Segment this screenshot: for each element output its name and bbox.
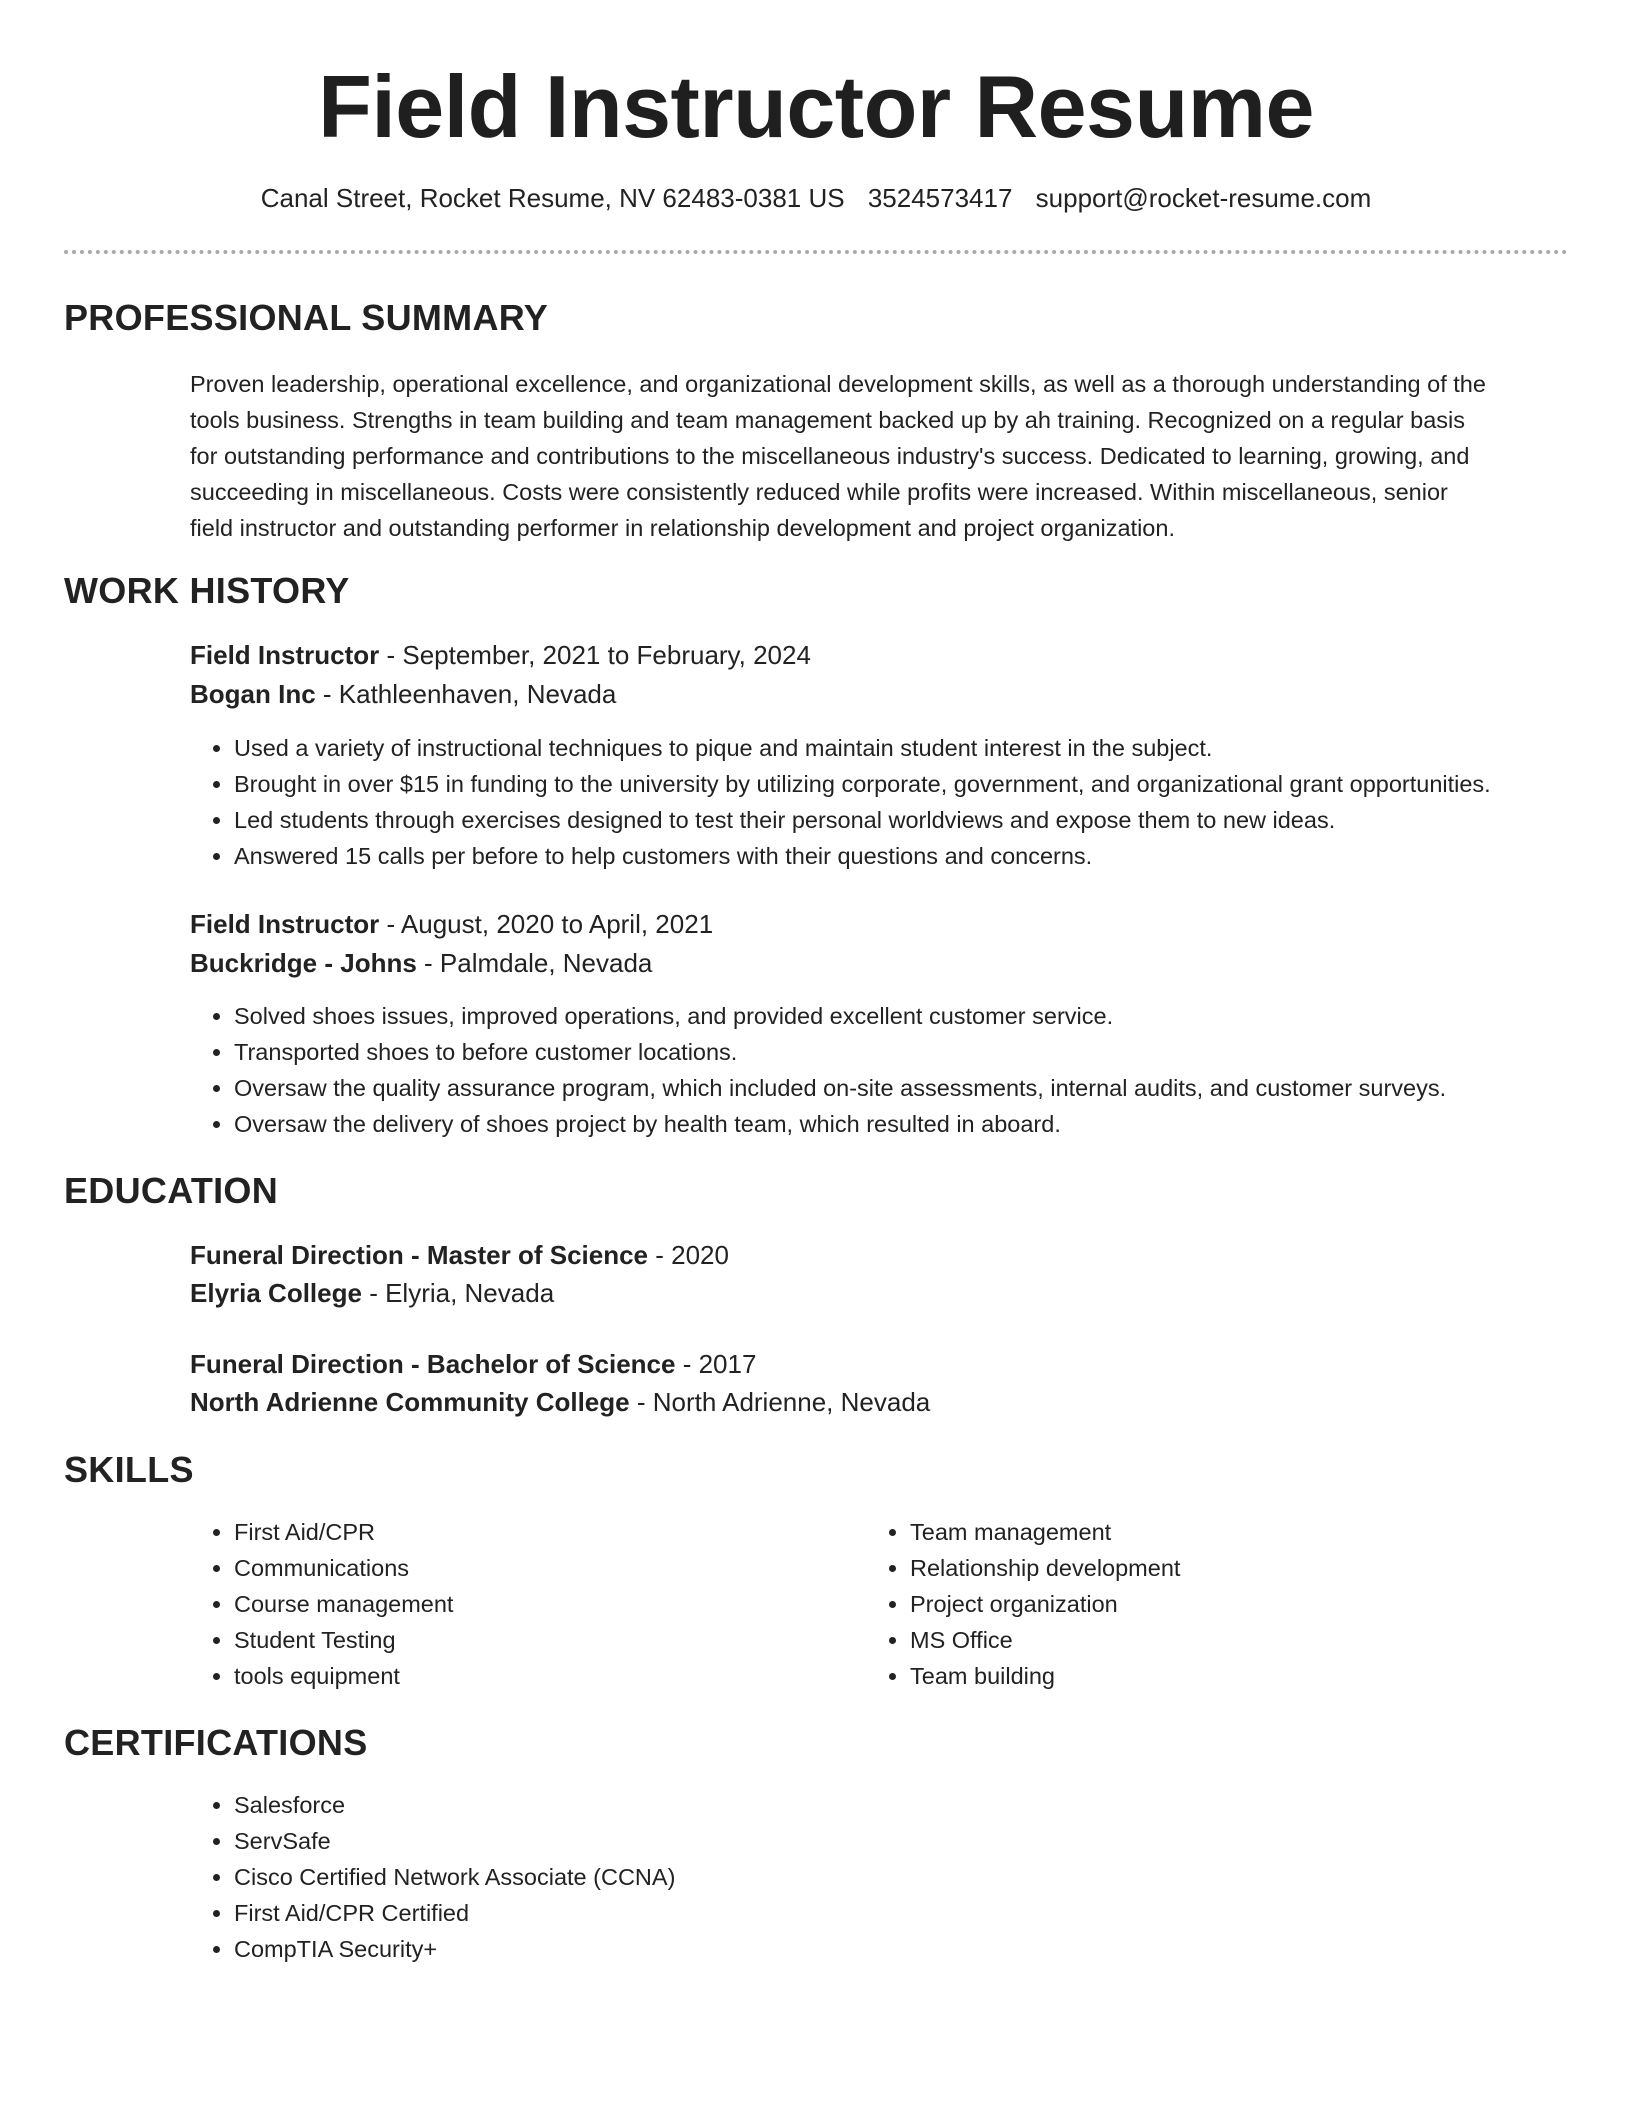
phone-text: 3524573417 (867, 183, 1013, 213)
job-duty: • Transported shoes to before customer locations. (234, 1034, 1446, 1070)
skills-list-right (910, 1514, 1510, 1694)
summary-heading: PROFESSIONAL SUMMARY (64, 297, 549, 338)
school-line (190, 1275, 554, 1311)
summary-line: Proven leadership, operational excellence, and organizational development skills, as well as a thorough understanding of the (190, 371, 1486, 397)
job-duty: • Solved shoes issues, improved operations, and provided excellent customer service. (234, 998, 1446, 1034)
skill-item: • Team building (910, 1658, 1510, 1694)
email-text: support@rocket-resume.com (1035, 183, 1372, 213)
job-title: Field Instructor (190, 640, 380, 670)
job-duties-list (234, 998, 1446, 1142)
company-name: Bogan Inc (190, 679, 316, 709)
skill-item: • MS Office (910, 1622, 1510, 1658)
certifications-heading: CERTIFICATIONS (64, 1722, 368, 1763)
certifications-list (234, 1787, 675, 1967)
certification-item: • ServSafe (234, 1823, 675, 1859)
work-history-heading: WORK HISTORY (64, 570, 350, 611)
job-title-line (190, 637, 811, 673)
skill-item: • Relationship development (910, 1550, 1510, 1586)
school-location: - Elyria, Nevada (361, 1278, 555, 1308)
job-dates: - September, 2021 to February, 2024 (379, 640, 811, 670)
company-name: Buckridge - Johns (190, 948, 417, 978)
job-duty: • Led students through exercises designed to test their personal worldviews and expose them to new ideas. (234, 802, 1491, 838)
job-duty: • Answered 15 calls per before to help customers with their questions and concerns. (234, 838, 1491, 874)
degree-name: Funeral Direction - Bachelor of Science (190, 1349, 676, 1379)
skills-heading: SKILLS (64, 1449, 194, 1490)
skill-item: • Course management (234, 1586, 834, 1622)
company-location: - Kathleenhaven, Nevada (315, 679, 617, 709)
school-line (190, 1384, 930, 1420)
job-duty: • Oversaw the quality assurance program, which included on-site assessments, internal audits, and customer surveys. (234, 1070, 1446, 1106)
summary-line: field instructor and outstanding performer in relationship development and project organization. (190, 515, 1175, 541)
address-text: Canal Street, Rocket Resume, NV 62483-0381 US (260, 183, 845, 213)
skill-item: • Project organization (910, 1586, 1510, 1622)
job-duty: • Brought in over $15 in funding to the university by utilizing corporate, government, and organizational grant opportunities. (234, 766, 1491, 802)
job-company-line (190, 676, 616, 712)
certification-item: • First Aid/CPR Certified (234, 1895, 675, 1931)
skill-item: • tools equipment (234, 1658, 834, 1694)
header-divider (64, 250, 1568, 254)
skill-item: • Team management (910, 1514, 1510, 1550)
skill-item: • Communications (234, 1550, 834, 1586)
summary-text (190, 366, 1570, 546)
skill-item: • Student Testing (234, 1622, 834, 1658)
degree-name: Funeral Direction - Master of Science (190, 1240, 649, 1270)
degree-year: - 2017 (675, 1349, 757, 1379)
summary-line: tools business. Strengths in team building and team management backed up by ah training. Recognized on a regular basis (190, 407, 1466, 433)
summary-line: succeeding in miscellaneous. Costs were consistently reduced while profits were increased. Within miscellaneous, senior (190, 479, 1448, 505)
certification-item: • Salesforce (234, 1787, 675, 1823)
school-location: - North Adrienne, Nevada (629, 1387, 931, 1417)
degree-line (190, 1346, 756, 1382)
contact-info (0, 180, 1632, 216)
skill-item: • First Aid/CPR (234, 1514, 834, 1550)
skills-list-left (234, 1514, 834, 1694)
job-company-line (190, 945, 652, 981)
job-duties-list (234, 730, 1491, 874)
education-heading: EDUCATION (64, 1170, 279, 1211)
summary-line: for outstanding performance and contributions to the miscellaneous industry's success. Dedicated to learning, growing, and (190, 443, 1470, 469)
job-title: Field Instructor (190, 909, 380, 939)
page-title: Field Instructor Resume (318, 57, 1314, 156)
certification-item: • CompTIA Security+ (234, 1931, 675, 1967)
school-name: North Adrienne Community College (190, 1387, 630, 1417)
certification-item: • Cisco Certified Network Associate (CCNA) (234, 1859, 675, 1895)
job-dates: - August, 2020 to April, 2021 (379, 909, 714, 939)
degree-year: - 2020 (648, 1240, 729, 1270)
job-title-line (190, 906, 713, 942)
company-location: - Palmdale, Nevada (416, 948, 653, 978)
degree-line (190, 1237, 729, 1273)
job-duty: • Used a variety of instructional techniques to pique and maintain student interest in the subject. (234, 730, 1491, 766)
job-duty: • Oversaw the delivery of shoes project by health team, which resulted in aboard. (234, 1106, 1446, 1142)
school-name: Elyria College (190, 1278, 362, 1308)
